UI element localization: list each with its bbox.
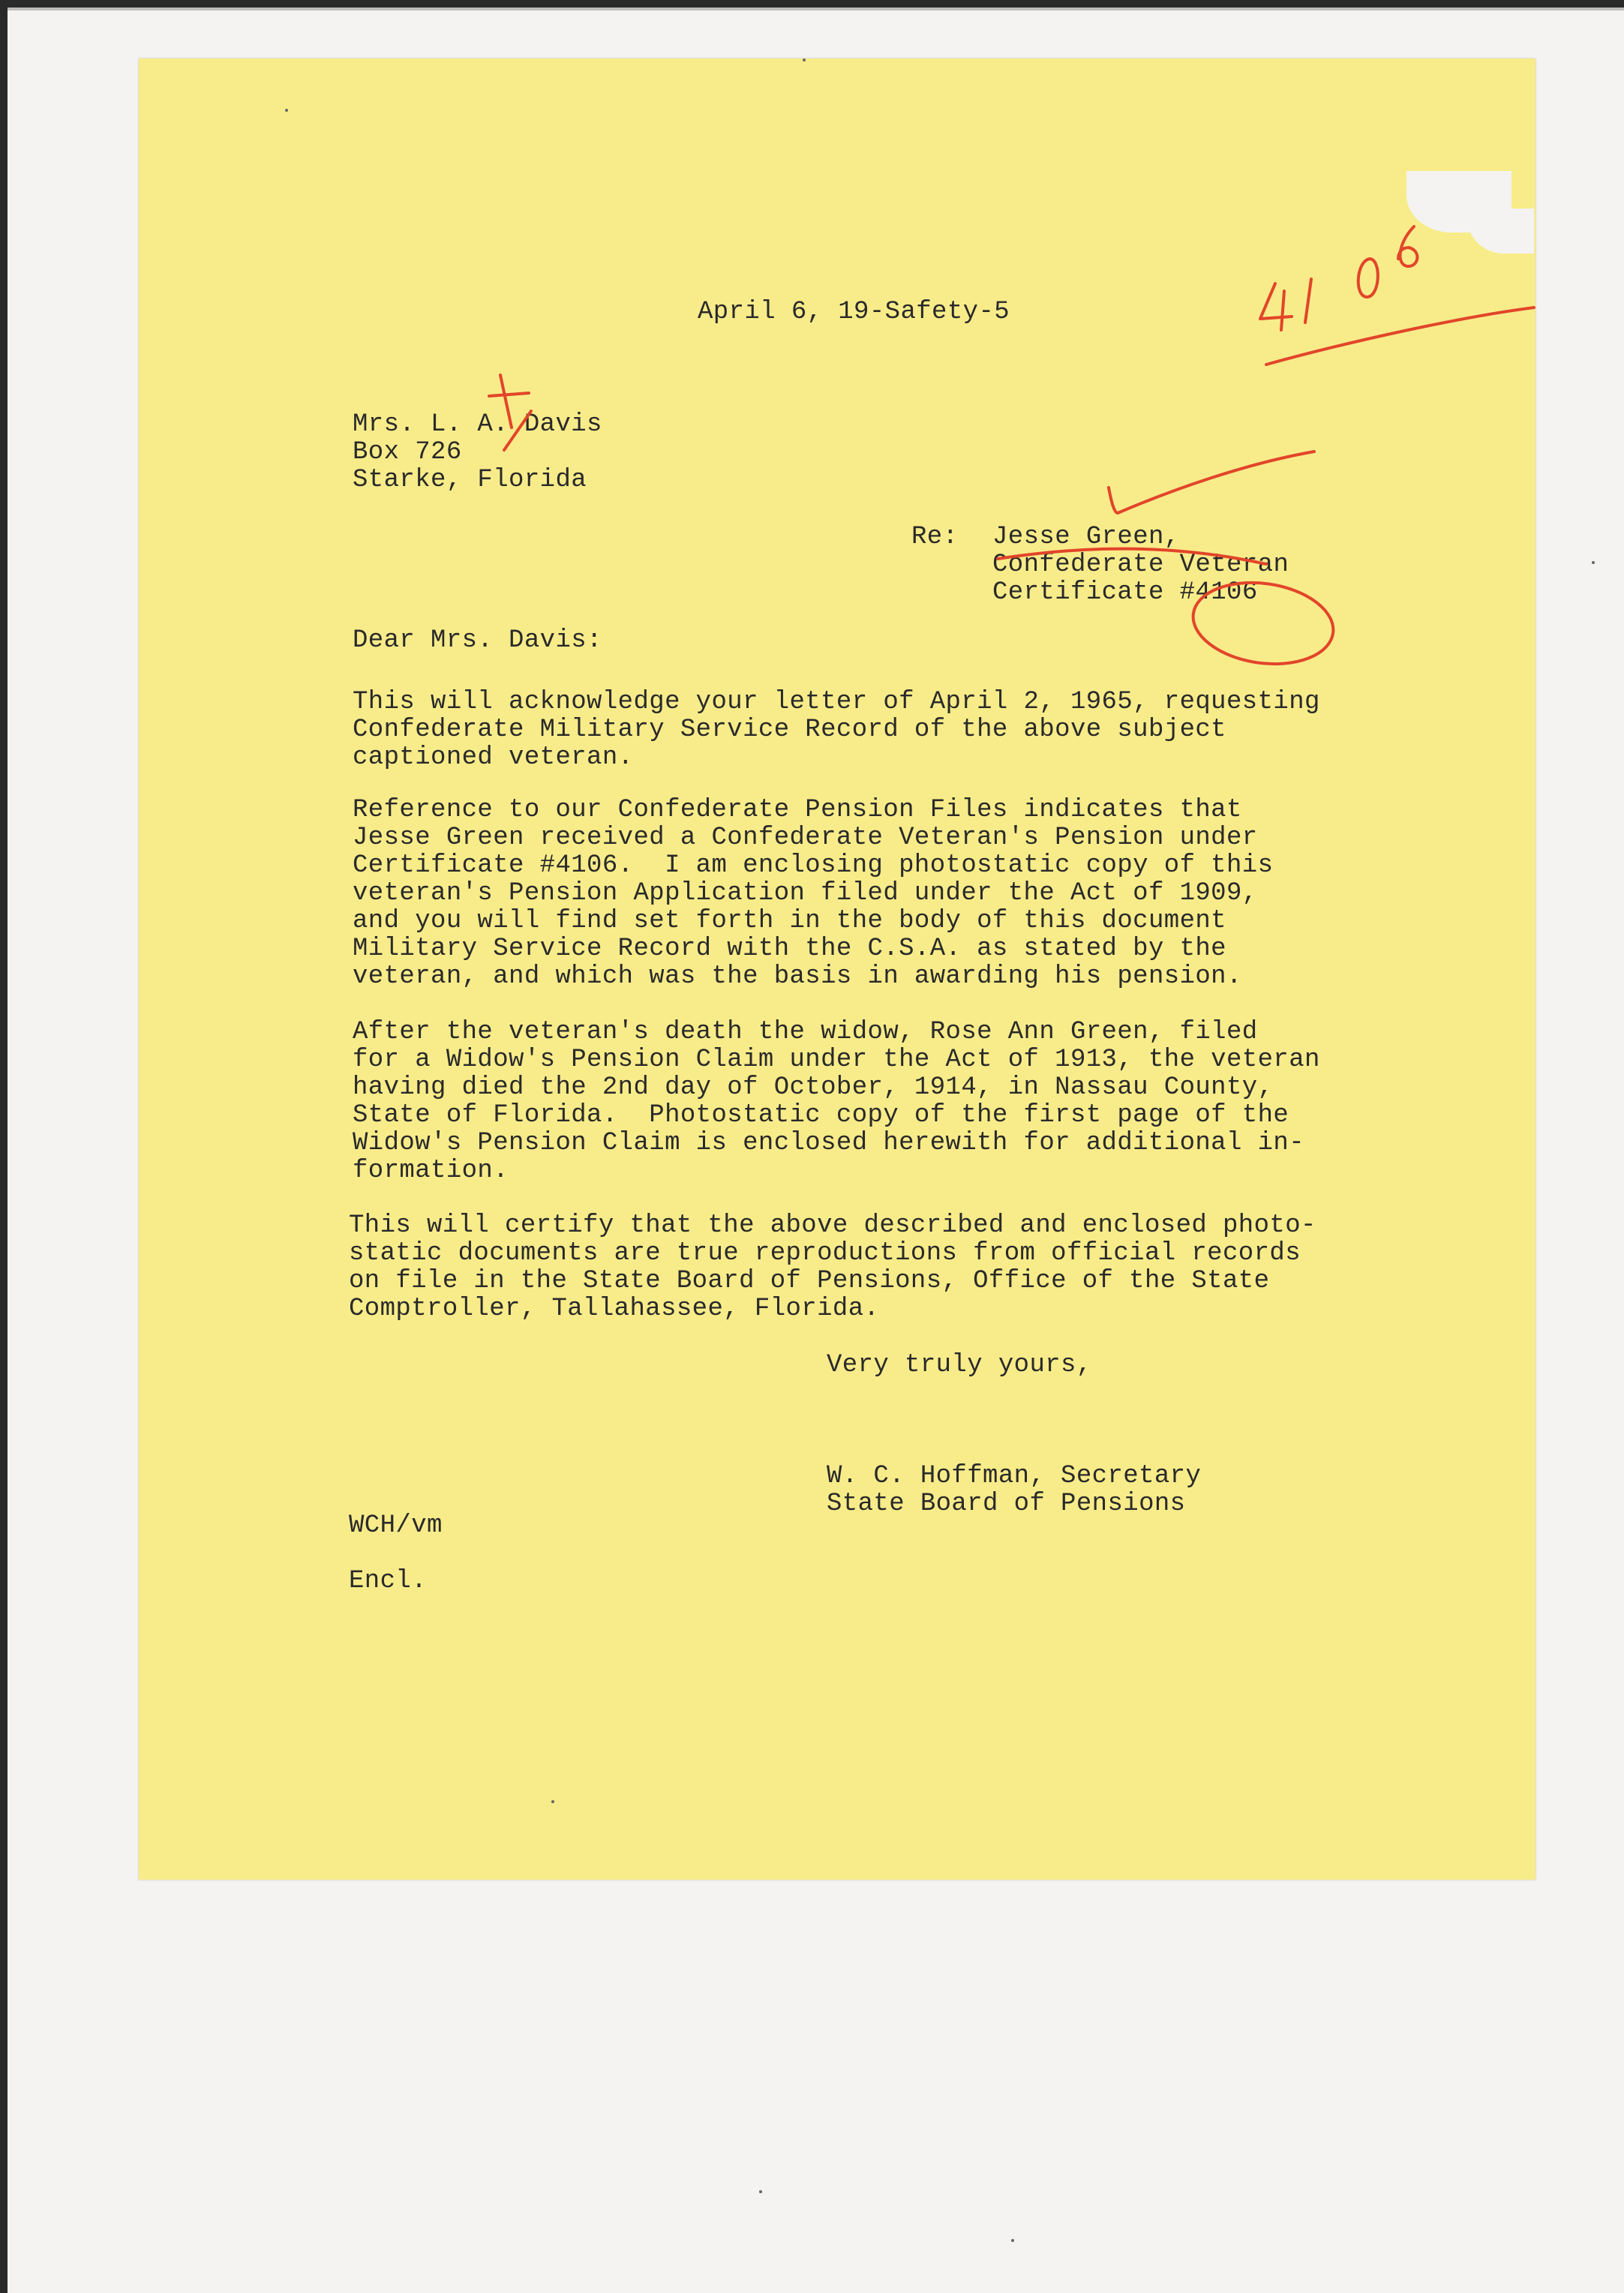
signature-office: State Board of Pensions	[827, 1490, 1186, 1518]
paragraph-line: Widow's Pension Claim is enclosed herewith for additional in-	[353, 1129, 1305, 1157]
paragraph-line: static documents are true reproductions from official records	[349, 1239, 1301, 1268]
paragraph-line: Comptroller, Tallahassee, Florida.	[349, 1295, 880, 1323]
recipient-address	[353, 411, 602, 494]
paragraph-line: After the veteran's death the widow, Rose Ann Green, filed	[353, 1018, 1258, 1046]
paragraph-line: for a Widow's Pension Claim under the Act of 1913, the veteran	[353, 1046, 1320, 1074]
closing: Very truly yours,	[827, 1351, 1092, 1379]
re-line-name: Jesse Green,	[992, 523, 1180, 551]
speck	[1011, 2239, 1014, 2242]
paragraph-pension-files	[353, 797, 1273, 991]
paragraph-line: Military Service Record with the C.S.A. as stated by the	[353, 935, 1226, 963]
paragraph-line: This will certify that the above described and enclosed photo-	[349, 1211, 1316, 1240]
re-subject-block	[992, 524, 1289, 607]
re-line-status: Confederate Veteran	[992, 551, 1289, 579]
paragraph-line: veteran, and which was the basis in awarding his pension.	[353, 962, 1242, 991]
speck	[803, 59, 806, 62]
address-line-box: Box 726	[353, 438, 462, 467]
speck	[1592, 561, 1595, 564]
paragraph-line: This will acknowledge your letter of April 2, 1965, requesting	[353, 688, 1320, 716]
paragraph-widow-claim	[353, 1019, 1320, 1185]
address-line-name: Mrs. L. A. Davis	[353, 410, 602, 439]
paragraph-line: Jesse Green received a Confederate Veteran's Pension under	[353, 824, 1258, 852]
signature-name: W. C. Hoffman, Secretary	[827, 1462, 1202, 1490]
paragraph-certification	[349, 1212, 1316, 1323]
paragraph-line: captioned veteran.	[353, 743, 634, 772]
paragraph-line: on file in the State Board of Pensions, Office of the State	[349, 1267, 1270, 1295]
address-line-city: Starke, Florida	[353, 466, 587, 494]
paragraph-line: Certificate #4106. I am enclosing photostatic copy of this	[353, 851, 1274, 880]
salutation: Dear Mrs. Davis:	[353, 626, 602, 655]
scanner-edge-left	[0, 0, 8, 2293]
speck	[759, 2190, 762, 2193]
paragraph-line: veteran's Pension Application filed under the Act of 1909,	[353, 879, 1258, 908]
paragraph-line: formation.	[353, 1157, 509, 1185]
scanner-edge-line	[8, 8, 1624, 11]
paragraph-line: having died the 2nd day of October, 1914, in Nassau County,	[353, 1073, 1274, 1102]
re-line-certificate: Certificate #4106	[992, 578, 1258, 607]
paragraph-line: and you will find set forth in the body of this document	[353, 907, 1226, 935]
signature-block	[827, 1463, 1201, 1518]
speck	[285, 109, 288, 112]
paragraph-line: Confederate Military Service Record of the above subject	[353, 716, 1226, 744]
paragraph-line: Reference to our Confederate Pension Files indicates that	[353, 796, 1242, 824]
speck	[551, 1800, 554, 1803]
enclosure-note: Encl.	[349, 1567, 428, 1595]
re-label: Re:	[911, 523, 959, 551]
scanner-edge-top	[0, 0, 1624, 8]
torn-corner-detail	[1466, 209, 1534, 254]
typist-initials: WCH/vm	[349, 1511, 443, 1540]
letter-date: April 6, 19-Safety-5	[698, 298, 1010, 326]
paragraph-acknowledgement	[353, 689, 1320, 772]
paragraph-line: State of Florida. Photostatic copy of the first page of the	[353, 1101, 1289, 1130]
